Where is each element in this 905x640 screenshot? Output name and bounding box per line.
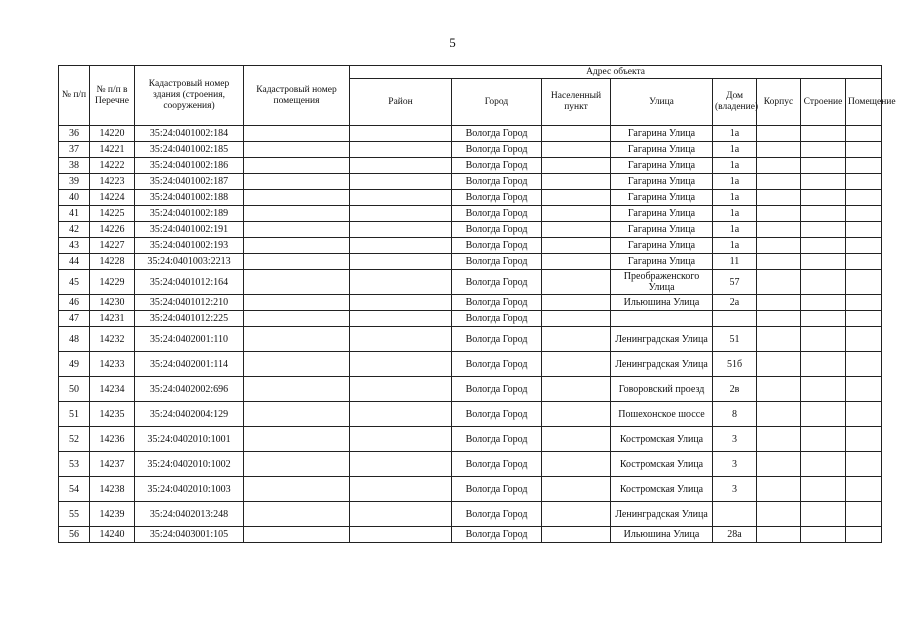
cell-row-number: 41 [59,206,90,222]
cell-city: Вологда Город [452,452,542,477]
table-row [59,502,882,527]
cell-house: 28а [713,527,757,543]
header-num: № п/п [59,66,90,126]
cell-premises [846,158,882,174]
header-street: Улица [611,79,713,126]
cell-city: Вологда Город [452,190,542,206]
cell-house: 2в [713,377,757,402]
table-row [59,402,882,427]
cell-settlement [542,206,611,222]
cell-settlement [542,311,611,327]
cell-building [757,142,801,158]
cell-list-number: 14223 [90,174,135,190]
cell-city: Вологда Город [452,222,542,238]
cell-list-number: 14228 [90,254,135,270]
cell-row-number: 38 [59,158,90,174]
table-row [59,126,882,142]
cell-cadastral-room [244,270,350,295]
cell-cadastral-room [244,295,350,311]
cell-premises [846,377,882,402]
cell-house: 1а [713,222,757,238]
cell-house: 11 [713,254,757,270]
table-row [59,174,882,190]
cell-structure [801,190,846,206]
cell-settlement [542,222,611,238]
cell-row-number: 47 [59,311,90,327]
cell-list-number: 14225 [90,206,135,222]
cell-district [350,222,452,238]
cell-district [350,295,452,311]
table-row [59,270,882,295]
cell-cadastral-room [244,126,350,142]
cell-cadastral-building: 35:24:0403001:105 [135,527,244,543]
cell-city: Вологда Город [452,158,542,174]
cell-row-number: 36 [59,126,90,142]
header-house: Дом (владение) [713,79,757,126]
cell-premises [846,452,882,477]
cell-building [757,206,801,222]
cell-street: Костромская Улица [611,427,713,452]
cell-cadastral-room [244,427,350,452]
cell-structure [801,352,846,377]
header-building: Корпус [757,79,801,126]
cell-building [757,222,801,238]
cell-cadastral-building: 35:24:0401002:193 [135,238,244,254]
cell-list-number: 14232 [90,327,135,352]
cell-building [757,174,801,190]
cell-city: Вологда Город [452,311,542,327]
cell-cadastral-building: 35:24:0402010:1001 [135,427,244,452]
cell-list-number: 14231 [90,311,135,327]
cell-district [350,427,452,452]
cell-city: Вологда Город [452,327,542,352]
cell-district [350,142,452,158]
cell-cadastral-building: 35:24:0402002:696 [135,377,244,402]
cell-district [350,190,452,206]
cell-cadastral-building: 35:24:0401002:188 [135,190,244,206]
cell-city: Вологда Город [452,254,542,270]
cell-building [757,254,801,270]
cell-cadastral-room [244,206,350,222]
cell-list-number: 14221 [90,142,135,158]
cell-district [350,502,452,527]
cell-premises [846,402,882,427]
cell-structure [801,254,846,270]
cell-settlement [542,142,611,158]
table-row [59,527,882,543]
cell-street: Гагарина Улица [611,174,713,190]
cell-street: Ильюшина Улица [611,295,713,311]
table-row [59,327,882,352]
cell-settlement [542,158,611,174]
cell-cadastral-room [244,527,350,543]
cell-cadastral-building: 35:24:0401002:189 [135,206,244,222]
cell-cadastral-room [244,352,350,377]
cell-street: Ленинградская Улица [611,502,713,527]
cell-street: Гагарина Улица [611,254,713,270]
header-city: Город [452,79,542,126]
cell-settlement [542,352,611,377]
cell-district [350,206,452,222]
cell-structure [801,270,846,295]
cell-row-number: 50 [59,377,90,402]
cell-cadastral-building: 35:24:0402010:1003 [135,477,244,502]
cell-building [757,352,801,377]
table-row [59,352,882,377]
cell-building [757,377,801,402]
cell-settlement [542,190,611,206]
cell-cadastral-building: 35:24:0401003:2213 [135,254,244,270]
cell-street: Костромская Улица [611,452,713,477]
cell-city: Вологда Город [452,402,542,427]
cell-cadastral-building: 35:24:0401002:191 [135,222,244,238]
table-row [59,238,882,254]
table-row [59,206,882,222]
cell-list-number: 14224 [90,190,135,206]
cell-cadastral-room [244,377,350,402]
cell-cadastral-room [244,311,350,327]
cell-settlement [542,452,611,477]
cell-house: 3 [713,452,757,477]
cell-street: Ленинградская Улица [611,352,713,377]
cell-structure [801,477,846,502]
cell-building [757,527,801,543]
cell-building [757,427,801,452]
cell-house: 8 [713,402,757,427]
cell-house: 1а [713,190,757,206]
cell-settlement [542,427,611,452]
cell-building [757,270,801,295]
cell-cadastral-building: 35:24:0401012:225 [135,311,244,327]
header-settlement: Населенный пункт [542,79,611,126]
cell-row-number: 44 [59,254,90,270]
cell-cadastral-room [244,452,350,477]
cell-house [713,311,757,327]
table-row [59,295,882,311]
cell-cadastral-building: 35:24:0402001:110 [135,327,244,352]
table-header-row [59,66,882,79]
header-district: Район [350,79,452,126]
cell-district [350,377,452,402]
cell-premises [846,254,882,270]
cell-list-number: 14235 [90,402,135,427]
cell-house: 1а [713,158,757,174]
cell-district [350,477,452,502]
cell-premises [846,190,882,206]
cell-structure [801,206,846,222]
table-row [59,452,882,477]
cell-row-number: 49 [59,352,90,377]
cell-premises [846,477,882,502]
cell-settlement [542,126,611,142]
cell-cadastral-room [244,142,350,158]
cell-structure [801,238,846,254]
cell-building [757,190,801,206]
cell-row-number: 51 [59,402,90,427]
cell-district [350,402,452,427]
cell-building [757,327,801,352]
cell-row-number: 45 [59,270,90,295]
table-row [59,190,882,206]
table-row [59,158,882,174]
cell-street: Гагарина Улица [611,238,713,254]
cell-structure [801,377,846,402]
cell-city: Вологда Город [452,427,542,452]
cell-street: Гагарина Улица [611,158,713,174]
cell-premises [846,352,882,377]
cell-structure [801,222,846,238]
cell-row-number: 55 [59,502,90,527]
cell-cadastral-room [244,502,350,527]
cell-street: Костромская Улица [611,477,713,502]
cell-row-number: 43 [59,238,90,254]
cell-city: Вологда Город [452,270,542,295]
cell-row-number: 37 [59,142,90,158]
cell-house: 1а [713,238,757,254]
cell-street: Гагарина Улица [611,126,713,142]
cell-city: Вологда Город [452,174,542,190]
header-cadastral-building: Кадастровый номер здания (строения, сооружения) [135,66,244,126]
cell-list-number: 14238 [90,477,135,502]
cell-house: 3 [713,427,757,452]
cell-house: 2а [713,295,757,311]
table-row [59,377,882,402]
cell-structure [801,295,846,311]
cell-district [350,352,452,377]
cell-row-number: 53 [59,452,90,477]
cell-street: Гагарина Улица [611,222,713,238]
cell-building [757,238,801,254]
cell-structure [801,402,846,427]
cell-district [350,238,452,254]
cell-settlement [542,502,611,527]
cell-list-number: 14227 [90,238,135,254]
cell-settlement [542,402,611,427]
cell-list-number: 14234 [90,377,135,402]
table-row [59,142,882,158]
table-body [59,126,882,543]
cell-cadastral-building: 35:24:0402001:114 [135,352,244,377]
cell-city: Вологда Город [452,238,542,254]
cell-city: Вологда Город [452,377,542,402]
cell-cadastral-room [244,327,350,352]
cell-district [350,126,452,142]
cell-list-number: 14239 [90,502,135,527]
cell-settlement [542,238,611,254]
cell-structure [801,126,846,142]
cell-house: 51 [713,327,757,352]
cell-list-number: 14233 [90,352,135,377]
cell-cadastral-building: 35:24:0401002:187 [135,174,244,190]
cell-house: 51б [713,352,757,377]
cell-settlement [542,270,611,295]
cell-structure [801,311,846,327]
cell-street: Преображенского Улица [611,270,713,295]
cell-row-number: 46 [59,295,90,311]
cell-house: 57 [713,270,757,295]
table-row [59,311,882,327]
cell-street [611,311,713,327]
cell-list-number: 14226 [90,222,135,238]
cell-street: Говоровский проезд [611,377,713,402]
cell-row-number: 48 [59,327,90,352]
cell-premises [846,270,882,295]
cell-city: Вологда Город [452,142,542,158]
cell-house: 1а [713,126,757,142]
cell-district [350,174,452,190]
cell-cadastral-building: 35:24:0402013:248 [135,502,244,527]
table-row [59,254,882,270]
cell-premises [846,238,882,254]
cell-structure [801,174,846,190]
cell-house: 1а [713,206,757,222]
cell-house: 1а [713,174,757,190]
cell-list-number: 14236 [90,427,135,452]
cell-settlement [542,477,611,502]
cell-list-number: 14220 [90,126,135,142]
cell-district [350,254,452,270]
cell-cadastral-room [244,238,350,254]
cell-structure [801,327,846,352]
cell-street: Пошехонское шоссе [611,402,713,427]
cell-cadastral-building: 35:24:0402004:129 [135,402,244,427]
cell-cadastral-room [244,174,350,190]
property-registry-table [58,65,896,543]
cell-building [757,311,801,327]
cell-house: 3 [713,477,757,502]
cell-settlement [542,295,611,311]
header-premises: Помещение [846,79,882,126]
cell-building [757,295,801,311]
header-address-group: Адрес объекта [350,66,882,79]
cell-settlement [542,174,611,190]
cell-settlement [542,327,611,352]
cell-building [757,452,801,477]
cell-city: Вологда Город [452,527,542,543]
cell-structure [801,502,846,527]
cell-row-number: 56 [59,527,90,543]
header-list-num: № п/п в Перечне [90,66,135,126]
cell-settlement [542,254,611,270]
cell-settlement [542,527,611,543]
cell-street: Гагарина Улица [611,206,713,222]
cell-district [350,158,452,174]
cell-structure [801,452,846,477]
table-row [59,222,882,238]
cell-row-number: 52 [59,427,90,452]
cell-settlement [542,377,611,402]
cell-premises [846,427,882,452]
cell-cadastral-room [244,477,350,502]
cell-building [757,158,801,174]
cell-building [757,126,801,142]
cell-city: Вологда Город [452,295,542,311]
cell-cadastral-building: 35:24:0401012:210 [135,295,244,311]
cell-cadastral-building: 35:24:0401002:184 [135,126,244,142]
cell-premises [846,527,882,543]
cell-street: Гагарина Улица [611,190,713,206]
cell-city: Вологда Город [452,477,542,502]
cell-row-number: 54 [59,477,90,502]
cell-district [350,270,452,295]
cell-cadastral-room [244,402,350,427]
cell-city: Вологда Город [452,126,542,142]
cell-premises [846,222,882,238]
cell-building [757,502,801,527]
cell-list-number: 14230 [90,295,135,311]
cell-premises [846,206,882,222]
cell-cadastral-room [244,190,350,206]
cell-cadastral-room [244,222,350,238]
cell-row-number: 40 [59,190,90,206]
cell-cadastral-building: 35:24:0401002:185 [135,142,244,158]
cell-row-number: 39 [59,174,90,190]
header-structure: Строение [801,79,846,126]
cell-premises [846,311,882,327]
cell-structure [801,142,846,158]
cell-structure [801,427,846,452]
cell-list-number: 14229 [90,270,135,295]
cell-district [350,327,452,352]
cell-premises [846,295,882,311]
cell-premises [846,502,882,527]
cell-list-number: 14237 [90,452,135,477]
cell-structure [801,527,846,543]
cell-row-number: 42 [59,222,90,238]
cell-list-number: 14240 [90,527,135,543]
cell-street: Ленинградская Улица [611,327,713,352]
cell-list-number: 14222 [90,158,135,174]
cell-cadastral-building: 35:24:0401012:164 [135,270,244,295]
cell-district [350,452,452,477]
cell-street: Ильюшина Улица [611,527,713,543]
cell-district [350,311,452,327]
cell-district [350,527,452,543]
cell-building [757,477,801,502]
cell-building [757,402,801,427]
cell-cadastral-building: 35:24:0401002:186 [135,158,244,174]
cell-cadastral-room [244,254,350,270]
cell-city: Вологда Город [452,502,542,527]
cell-structure [801,158,846,174]
cell-street: Гагарина Улица [611,142,713,158]
cell-city: Вологда Город [452,352,542,377]
header-cadastral-room: Кадастровый номер помещения [244,66,350,126]
cell-cadastral-building: 35:24:0402010:1002 [135,452,244,477]
table-row [59,427,882,452]
cell-house [713,502,757,527]
cell-premises [846,126,882,142]
cell-city: Вологда Город [452,206,542,222]
cell-cadastral-room [244,158,350,174]
table-row [59,477,882,502]
cell-premises [846,142,882,158]
cell-premises [846,174,882,190]
page-number: 5 [449,35,456,50]
cell-house: 1а [713,142,757,158]
cell-premises [846,327,882,352]
